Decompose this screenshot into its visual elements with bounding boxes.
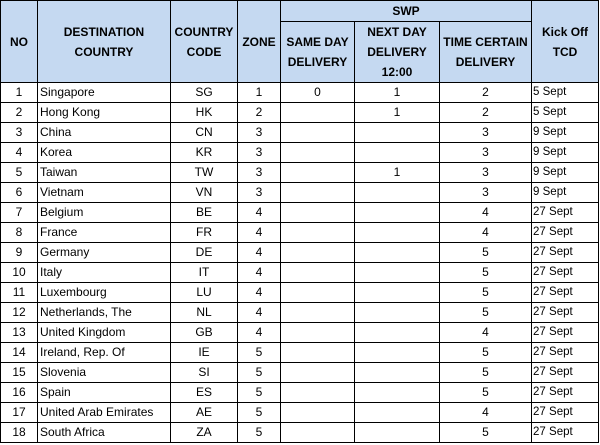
cell-time-certain-delivery: 5 bbox=[440, 383, 532, 403]
cell-destination-country: Belgium bbox=[38, 203, 171, 223]
cell-kickoff-tcd: 27 Sept bbox=[532, 203, 599, 223]
cell-same-day-delivery bbox=[281, 143, 355, 163]
cell-no: 13 bbox=[1, 323, 38, 343]
cell-country-code: CN bbox=[171, 123, 238, 143]
cell-country-code: KR bbox=[171, 143, 238, 163]
cell-zone: 3 bbox=[238, 163, 281, 183]
table-row bbox=[1, 283, 599, 303]
cell-destination-country: China bbox=[38, 123, 171, 143]
cell-kickoff-tcd: 27 Sept bbox=[532, 403, 599, 423]
cell-same-day-delivery bbox=[281, 303, 355, 323]
cell-next-day-delivery bbox=[355, 383, 440, 403]
table-row bbox=[1, 343, 599, 363]
table-row bbox=[1, 163, 599, 183]
cell-country-code: VN bbox=[171, 183, 238, 203]
table-row bbox=[1, 243, 599, 263]
header-time-certain-delivery: TIME CERTAIN DELIVERY bbox=[440, 22, 532, 83]
cell-time-certain-delivery: 3 bbox=[440, 143, 532, 163]
cell-kickoff-tcd: 27 Sept bbox=[532, 223, 599, 243]
cell-zone: 5 bbox=[238, 343, 281, 363]
cell-country-code: AE bbox=[171, 403, 238, 423]
cell-zone: 5 bbox=[238, 403, 281, 423]
cell-next-day-delivery: 1 bbox=[355, 103, 440, 123]
cell-same-day-delivery: 0 bbox=[281, 83, 355, 103]
cell-zone: 3 bbox=[238, 143, 281, 163]
cell-time-certain-delivery: 5 bbox=[440, 423, 532, 443]
cell-time-certain-delivery: 5 bbox=[440, 263, 532, 283]
cell-same-day-delivery bbox=[281, 123, 355, 143]
cell-country-code: LU bbox=[171, 283, 238, 303]
cell-country-code: IT bbox=[171, 263, 238, 283]
cell-same-day-delivery bbox=[281, 203, 355, 223]
header-no: NO bbox=[1, 1, 38, 83]
cell-no: 10 bbox=[1, 263, 38, 283]
cell-next-day-delivery bbox=[355, 423, 440, 443]
table-row bbox=[1, 83, 599, 103]
header-row-top bbox=[1, 1, 599, 22]
table-row bbox=[1, 303, 599, 323]
cell-zone: 4 bbox=[238, 243, 281, 263]
cell-kickoff-tcd: 9 Sept bbox=[532, 163, 599, 183]
cell-no: 7 bbox=[1, 203, 38, 223]
cell-no: 11 bbox=[1, 283, 38, 303]
cell-destination-country: Singapore bbox=[38, 83, 171, 103]
cell-next-day-delivery bbox=[355, 223, 440, 243]
cell-next-day-delivery: 1 bbox=[355, 163, 440, 183]
cell-zone: 3 bbox=[238, 183, 281, 203]
cell-next-day-delivery bbox=[355, 203, 440, 223]
cell-destination-country: Spain bbox=[38, 383, 171, 403]
cell-same-day-delivery bbox=[281, 423, 355, 443]
header-kickoff-tcd: Kick Off TCD bbox=[532, 1, 599, 83]
cell-no: 5 bbox=[1, 163, 38, 183]
header-destination-country: DESTINATION COUNTRY bbox=[38, 1, 171, 83]
cell-kickoff-tcd: 5 Sept bbox=[532, 83, 599, 103]
cell-country-code: ES bbox=[171, 383, 238, 403]
cell-destination-country: Luxembourg bbox=[38, 283, 171, 303]
cell-time-certain-delivery: 4 bbox=[440, 223, 532, 243]
cell-same-day-delivery bbox=[281, 323, 355, 343]
cell-next-day-delivery bbox=[355, 123, 440, 143]
cell-zone: 4 bbox=[238, 323, 281, 343]
cell-destination-country: Slovenia bbox=[38, 363, 171, 383]
cell-next-day-delivery bbox=[355, 143, 440, 163]
cell-destination-country: Vietnam bbox=[38, 183, 171, 203]
cell-same-day-delivery bbox=[281, 103, 355, 123]
cell-kickoff-tcd: 27 Sept bbox=[532, 363, 599, 383]
table-row bbox=[1, 223, 599, 243]
cell-time-certain-delivery: 3 bbox=[440, 123, 532, 143]
cell-no: 2 bbox=[1, 103, 38, 123]
header-swp: SWP bbox=[281, 1, 532, 22]
cell-zone: 5 bbox=[238, 383, 281, 403]
cell-country-code: TW bbox=[171, 163, 238, 183]
cell-destination-country: United Kingdom bbox=[38, 323, 171, 343]
cell-no: 3 bbox=[1, 123, 38, 143]
cell-no: 1 bbox=[1, 83, 38, 103]
cell-country-code: IE bbox=[171, 343, 238, 363]
header-same-day-delivery: SAME DAY DELIVERY bbox=[281, 22, 355, 83]
header-next-day-delivery: NEXT DAY DELIVERY 12:00 bbox=[355, 22, 440, 83]
cell-destination-country: Italy bbox=[38, 263, 171, 283]
table-row bbox=[1, 403, 599, 423]
table-row bbox=[1, 123, 599, 143]
cell-same-day-delivery bbox=[281, 223, 355, 243]
table-row bbox=[1, 263, 599, 283]
cell-kickoff-tcd: 9 Sept bbox=[532, 143, 599, 163]
cell-no: 8 bbox=[1, 223, 38, 243]
cell-no: 4 bbox=[1, 143, 38, 163]
cell-time-certain-delivery: 5 bbox=[440, 363, 532, 383]
cell-no: 15 bbox=[1, 363, 38, 383]
table-row bbox=[1, 383, 599, 403]
cell-same-day-delivery bbox=[281, 343, 355, 363]
cell-next-day-delivery bbox=[355, 303, 440, 323]
cell-no: 17 bbox=[1, 403, 38, 423]
cell-same-day-delivery bbox=[281, 363, 355, 383]
cell-kickoff-tcd: 5 Sept bbox=[532, 103, 599, 123]
cell-next-day-delivery bbox=[355, 263, 440, 283]
cell-destination-country: Germany bbox=[38, 243, 171, 263]
cell-country-code: GB bbox=[171, 323, 238, 343]
cell-time-certain-delivery: 4 bbox=[440, 403, 532, 423]
cell-kickoff-tcd: 27 Sept bbox=[532, 243, 599, 263]
cell-next-day-delivery bbox=[355, 323, 440, 343]
cell-next-day-delivery bbox=[355, 283, 440, 303]
cell-time-certain-delivery: 5 bbox=[440, 283, 532, 303]
cell-destination-country: Hong Kong bbox=[38, 103, 171, 123]
cell-same-day-delivery bbox=[281, 183, 355, 203]
header-country-code: COUNTRY CODE bbox=[171, 1, 238, 83]
cell-kickoff-tcd: 27 Sept bbox=[532, 283, 599, 303]
cell-no: 18 bbox=[1, 423, 38, 443]
cell-no: 14 bbox=[1, 343, 38, 363]
cell-next-day-delivery: 1 bbox=[355, 83, 440, 103]
cell-zone: 3 bbox=[238, 123, 281, 143]
cell-destination-country: United Arab Emirates bbox=[38, 403, 171, 423]
table-row bbox=[1, 143, 599, 163]
cell-next-day-delivery bbox=[355, 403, 440, 423]
cell-destination-country: Netherlands, The bbox=[38, 303, 171, 323]
cell-time-certain-delivery: 2 bbox=[440, 103, 532, 123]
cell-country-code: HK bbox=[171, 103, 238, 123]
table-row bbox=[1, 323, 599, 343]
cell-same-day-delivery bbox=[281, 243, 355, 263]
cell-country-code: NL bbox=[171, 303, 238, 323]
cell-same-day-delivery bbox=[281, 163, 355, 183]
cell-destination-country: South Africa bbox=[38, 423, 171, 443]
cell-kickoff-tcd: 27 Sept bbox=[532, 303, 599, 323]
cell-time-certain-delivery: 3 bbox=[440, 183, 532, 203]
cell-zone: 5 bbox=[238, 423, 281, 443]
table-row bbox=[1, 203, 599, 223]
cell-time-certain-delivery: 3 bbox=[440, 163, 532, 183]
cell-time-certain-delivery: 5 bbox=[440, 303, 532, 323]
cell-next-day-delivery bbox=[355, 343, 440, 363]
cell-zone: 4 bbox=[238, 303, 281, 323]
cell-destination-country: France bbox=[38, 223, 171, 243]
cell-zone: 4 bbox=[238, 203, 281, 223]
cell-kickoff-tcd: 27 Sept bbox=[532, 423, 599, 443]
cell-zone: 4 bbox=[238, 263, 281, 283]
cell-kickoff-tcd: 27 Sept bbox=[532, 343, 599, 363]
cell-kickoff-tcd: 27 Sept bbox=[532, 323, 599, 343]
cell-same-day-delivery bbox=[281, 283, 355, 303]
cell-no: 12 bbox=[1, 303, 38, 323]
cell-same-day-delivery bbox=[281, 263, 355, 283]
cell-zone: 1 bbox=[238, 83, 281, 103]
cell-no: 16 bbox=[1, 383, 38, 403]
cell-zone: 4 bbox=[238, 223, 281, 243]
table-row bbox=[1, 183, 599, 203]
cell-next-day-delivery bbox=[355, 243, 440, 263]
cell-country-code: SG bbox=[171, 83, 238, 103]
cell-same-day-delivery bbox=[281, 383, 355, 403]
cell-next-day-delivery bbox=[355, 183, 440, 203]
cell-country-code: ZA bbox=[171, 423, 238, 443]
cell-country-code: BE bbox=[171, 203, 238, 223]
cell-zone: 2 bbox=[238, 103, 281, 123]
cell-same-day-delivery bbox=[281, 403, 355, 423]
cell-country-code: FR bbox=[171, 223, 238, 243]
cell-kickoff-tcd: 27 Sept bbox=[532, 383, 599, 403]
cell-kickoff-tcd: 27 Sept bbox=[532, 263, 599, 283]
cell-destination-country: Ireland, Rep. Of bbox=[38, 343, 171, 363]
header-zone: ZONE bbox=[238, 1, 281, 83]
cell-time-certain-delivery: 2 bbox=[440, 83, 532, 103]
table-header bbox=[1, 1, 599, 83]
cell-no: 6 bbox=[1, 183, 38, 203]
cell-destination-country: Taiwan bbox=[38, 163, 171, 183]
table-row bbox=[1, 103, 599, 123]
cell-next-day-delivery bbox=[355, 363, 440, 383]
cell-time-certain-delivery: 5 bbox=[440, 243, 532, 263]
cell-country-code: SI bbox=[171, 363, 238, 383]
cell-zone: 4 bbox=[238, 283, 281, 303]
cell-kickoff-tcd: 9 Sept bbox=[532, 183, 599, 203]
table-body bbox=[1, 83, 599, 443]
cell-country-code: DE bbox=[171, 243, 238, 263]
cell-kickoff-tcd: 9 Sept bbox=[532, 123, 599, 143]
cell-no: 9 bbox=[1, 243, 38, 263]
table-row bbox=[1, 363, 599, 383]
cell-destination-country: Korea bbox=[38, 143, 171, 163]
cell-time-certain-delivery: 4 bbox=[440, 323, 532, 343]
cell-zone: 5 bbox=[238, 363, 281, 383]
cell-time-certain-delivery: 4 bbox=[440, 203, 532, 223]
table-row bbox=[1, 423, 599, 443]
cell-time-certain-delivery: 5 bbox=[440, 343, 532, 363]
